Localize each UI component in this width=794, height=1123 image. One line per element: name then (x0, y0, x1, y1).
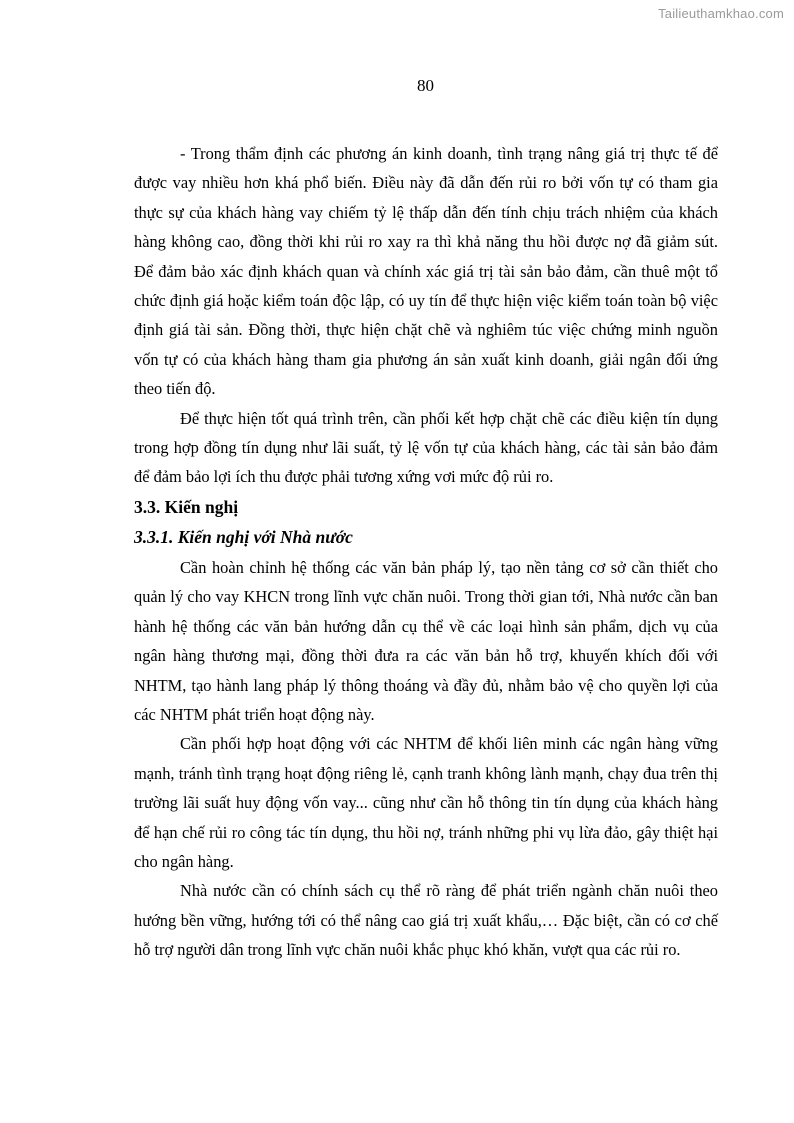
paragraph: Để thực hiện tốt quá trình trên, cần phối kết hợp chặt chẽ các điều kiện tín dụng trong hợp đồng tín dụng như lãi suất, tỷ lệ vốn tự của khách hàng, các tài sản bảo đảm để đảm bảo lợi ích thu được phải tương xứng vơi mức độ rủi ro. (134, 408, 718, 487)
paragraph: Nhà nước cần có chính sách cụ thể rõ ràng để phát triển ngành chăn nuôi theo hướng bền vững, hướng tới có thể nâng cao giá trị xuất khẩu,… Đặc biệt, cần có cơ chế hỗ trợ người dân trong lĩnh vực chăn nuôi khắc phục khó khăn, vượt qua các rủi ro. (134, 881, 718, 960)
page-body (134, 139, 718, 965)
section-heading: 3.3. Kiến nghị (134, 496, 239, 517)
subsection-heading: 3.3.1. Kiến nghị với Nhà nước (134, 526, 353, 547)
paragraph: - Trong thẩm định các phương án kinh doanh, tình trạng nâng giá trị thực tế để được vay nhiều hơn khá phổ biến. Điều này đã dẫn đến rủi ro bởi vốn tự có tham gia thực sự của khách hàng vay chiếm tỷ lệ thấp dẫn đến tính chịu trách nhiệm của khách hàng không cao, đồng thời khi rủi ro xay ra thì khả năng thu hồi được nợ đã giảm sút. Để đảm bảo xác định khách quan và chính xác giá trị tài sản bảo đảm, cần thuê một tổ chức định giá hoặc kiểm toán độc lập, có uy tín để thực hiện việc kiểm toán toàn bộ việc định giá tài sản. Đồng thời, thực hiện chặt chẽ và nghiêm túc việc chứng minh nguồn vốn tự có của khách hàng tham gia phương án sản xuất kinh doanh, giải ngân đối ứng theo tiến độ. (134, 144, 718, 399)
paragraph: Cần phối hợp hoạt động với các NHTM để khối liên minh các ngân hàng vững mạnh, tránh tình trạng hoạt động riêng lẻ, cạnh tranh không lành mạnh, chạy đua trên thị trường lãi suất huy động vốn vay... cũng như cần hỗ thông tin tín dụng của khách hàng để hạn chế rủi ro công tác tín dụng, thu hồi nợ, tránh những phi vụ lừa đảo, gây thiệt hại cho ngân hàng. (134, 734, 718, 871)
watermark: Tailieuthamkhao.com (658, 6, 784, 21)
page-number: 80 (417, 76, 434, 95)
paragraph: Cần hoàn chỉnh hệ thống các văn bản pháp lý, tạo nền tảng cơ sở cần thiết cho quản lý cho vay KHCN trong lĩnh vực chăn nuôi. Trong thời gian tới, Nhà nước cần ban hành hệ thống các văn bản hướng dẫn cụ thể về các loại hình sản phẩm, dịch vụ của ngân hàng thương mại, đồng thời đưa ra các văn bản hỗ trợ, khuyến khích đối với NHTM, tạo hành lang pháp lý thông thoáng và đầy đủ, nhằm bảo vệ cho quyền lợi của các NHTM phát triển hoạt động này. (134, 557, 718, 724)
